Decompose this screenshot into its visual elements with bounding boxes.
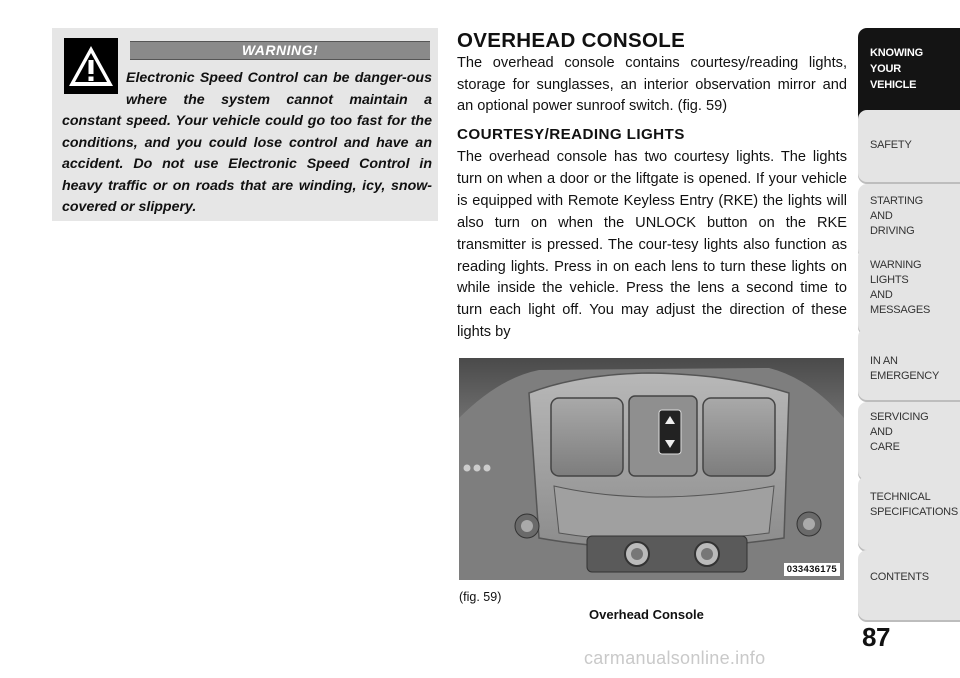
tab-label-line: WARNING xyxy=(870,259,922,271)
tab-label-line: DRIVING xyxy=(870,225,915,237)
warning-text: Electronic Speed Control can be danger-ous where the system cannot maintain a constant speed. Your vehicle could go too fast for the conditions, and you could lose control and have an accident. Do not use Electronic Speed Control in heavy traffic or on roads that are winding, icy, snow-covered or slippery. xyxy=(62,70,432,215)
tab-label-line: IN AN xyxy=(870,355,898,367)
subsection-body: The overhead console has two courtesy lights. The lights turn on when a door or the liftgate is opened. If your vehicle is equipped with Remote Keyless Entry (RKE) the lights will also turn on when the UNLOCK button on the RKE transmitter is pressed. The cour-tesy lights also function as reading lights. Press in on each lens to turn these lights on while inside the vehicle. Press the lens a second time to turn each light off. You may adjust the direction of these lights by xyxy=(457,149,847,341)
tab-label-line: EMERGENCY xyxy=(870,370,940,382)
tab-label-line: KNOWING xyxy=(870,47,923,59)
tab-label-line: SPECIFICATIONS xyxy=(870,506,959,518)
tab-safety[interactable] xyxy=(858,110,960,184)
tab-label-line: CONTENTS xyxy=(870,571,929,583)
tab-label-line: STARTING xyxy=(870,195,923,207)
tab-label-line: VEHICLE xyxy=(870,79,917,91)
warning-box xyxy=(52,28,438,221)
tab-in-an-emergency[interactable] xyxy=(858,328,960,402)
warning-title: WARNING! xyxy=(130,41,430,60)
overhead-console-photo xyxy=(459,358,844,580)
tab-label-line: CARE xyxy=(870,441,900,453)
tab-servicing-and-care[interactable] xyxy=(858,402,960,482)
watermark: carmanualsonline.info xyxy=(584,648,766,668)
figure-id-label: 033436175 xyxy=(784,563,840,576)
figure-caption: Overhead Console xyxy=(589,607,704,622)
tab-contents[interactable] xyxy=(858,550,960,622)
section-intro: The overhead console contains courtesy/reading lights, storage for sunglasses, an interior observation mirror and an optional power sunroof switch. (fig. 59) xyxy=(457,55,847,114)
tab-label-line: SAFETY xyxy=(870,139,912,151)
figure-reference: (fig. 59) xyxy=(459,590,502,604)
section-title: OVERHEAD CONSOLE xyxy=(457,29,686,52)
tab-label-line: AND xyxy=(870,426,893,438)
tab-technical-specifications[interactable] xyxy=(858,476,960,552)
tab-label-line: SERVICING xyxy=(870,411,929,423)
tab-label-line: MESSAGES xyxy=(870,304,931,316)
tab-label-line: YOUR xyxy=(870,63,901,75)
subsection-title: COURTESY/READING LIGHTS xyxy=(457,126,685,143)
tab-label-line: AND xyxy=(870,289,893,301)
tab-label-line: AND xyxy=(870,210,893,222)
page-number: 87 xyxy=(862,622,890,652)
tab-label-line: LIGHTS xyxy=(870,274,909,286)
tab-label-line: TECHNICAL xyxy=(870,491,931,503)
tab-warning-lights-and-messages[interactable] xyxy=(858,248,960,336)
